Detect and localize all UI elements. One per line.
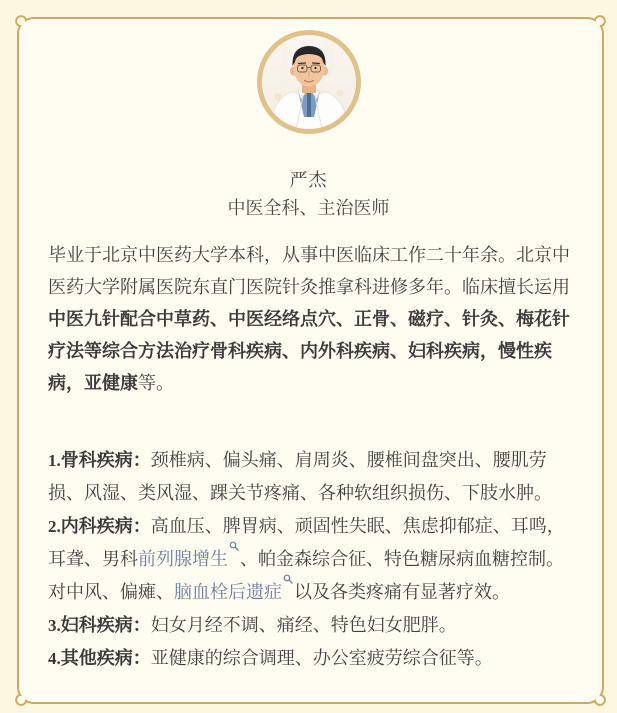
specialty-item <box>48 510 572 609</box>
specialties <box>48 444 572 675</box>
specialty-heading <box>48 615 151 635</box>
specialty-text: 高血压、脾胃病、顽固性失眠、焦虑抑郁症、耳鸣，耳聋、男科 <box>48 516 565 569</box>
specialty-label: 其他疾病： <box>60 648 151 668</box>
specialty-label: 骨科疾病： <box>60 450 151 470</box>
specialty-heading <box>48 516 151 536</box>
specialty-text: 妇女月经不调、痛经、特色妇女肥胖。 <box>150 615 457 635</box>
bio-bold-text: 中医九针配合中草药、中医经络点穴、正骨、磁疗、针灸、梅花针疗法等综合方法治疗骨科疾病、内外科疾病、妇科疾病，慢性疾病，亚健康 <box>48 309 570 393</box>
specialty-text: 颈椎病、偏头痛、肩周炎、腰椎间盘突出、腰肌劳损、风湿、类风湿、踝关节疼痛、各种软组织损伤、下肢水肿。 <box>48 450 552 503</box>
specialty-text: 以及各类疼痛有显著疗效。 <box>294 582 510 602</box>
doctor-job-title: 中医全科、主治医师 <box>227 198 390 218</box>
doctor-name: 严杰 <box>289 170 328 190</box>
doctor-portrait-illustration <box>262 35 356 129</box>
specialty-item <box>48 609 572 642</box>
specialty-number: 1. <box>48 451 61 470</box>
specialty-label: 妇科疾病： <box>60 615 151 635</box>
bio-tail-text: 等。 <box>138 373 174 393</box>
specialty-heading <box>48 648 151 668</box>
search-icon <box>283 574 293 584</box>
specialty-text: 、帕金森综合征、特色糖尿病血糖控制。对中风、偏瘫、 <box>48 549 564 602</box>
specialty-item <box>48 444 572 510</box>
search-icon <box>229 541 239 551</box>
avatar <box>257 30 361 134</box>
specialty-label: 内科疾病： <box>60 516 151 536</box>
specialty-number: 2. <box>48 517 61 536</box>
specialty-number: 3. <box>48 616 61 635</box>
specialty-text: 亚健康的综合调理、办公室疲劳综合征等。 <box>150 648 493 668</box>
bio-paragraph <box>48 239 572 399</box>
entity-link[interactable]: 前列腺增生 <box>138 549 240 569</box>
bio-lead-text: 毕业于北京中医药大学本科，从事中医临床工作二十年余。北京中医药大学附属医院东直门医院针灸推拿科进修多年。临床擅长运用 <box>48 245 570 297</box>
specialty-heading <box>48 450 151 470</box>
specialty-number: 4. <box>48 649 61 668</box>
specialty-item <box>48 642 572 675</box>
entity-link[interactable]: 脑血栓后遗症 <box>174 582 294 602</box>
